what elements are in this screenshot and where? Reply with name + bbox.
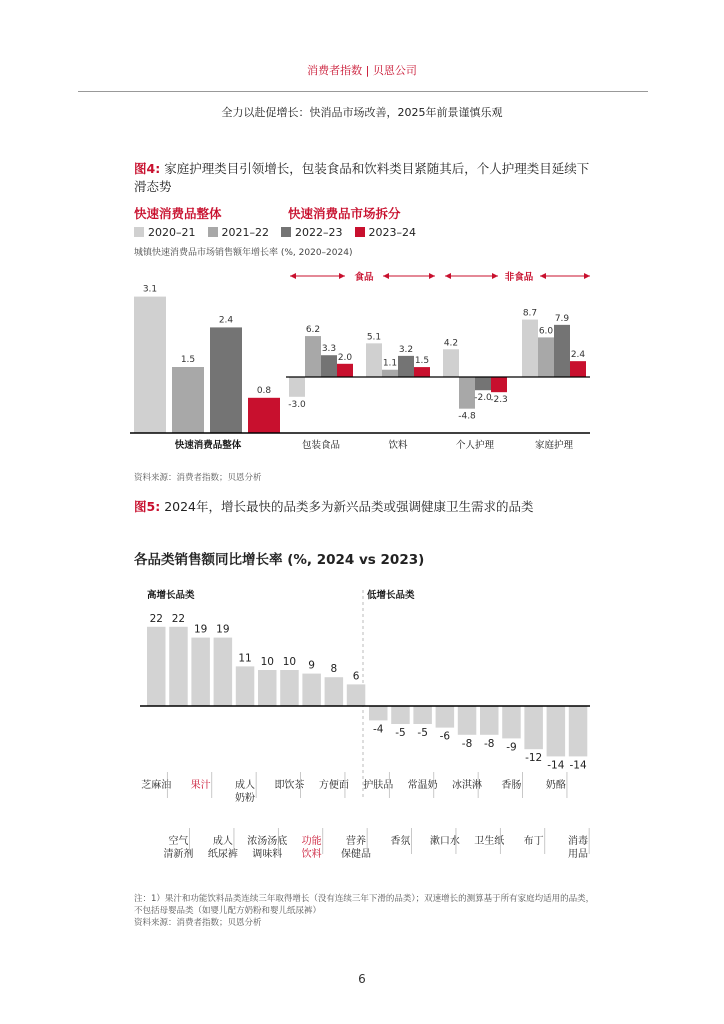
bar-category-9 <box>347 684 366 706</box>
food-arrow-left-head-right <box>339 273 345 279</box>
bar-split-0-2 <box>321 355 337 377</box>
bar-category-17 <box>524 706 543 749</box>
figure4-title <box>134 160 589 196</box>
value-category-7: 9 <box>308 659 315 672</box>
bar-split-3-0 <box>522 320 538 377</box>
category-label-2: 果汁 <box>190 780 211 791</box>
legend-item-2021: 2021–22 <box>208 226 270 239</box>
figure5-source: 资料来源：消费者指数；贝恩分析 <box>134 918 262 928</box>
figure5-note <box>134 893 594 929</box>
bar-split-2-3 <box>491 377 507 392</box>
bar-overall-0 <box>134 297 166 433</box>
value-category-16: -9 <box>506 741 517 754</box>
bar-split-0-3 <box>337 364 353 377</box>
bar-category-7 <box>302 674 321 706</box>
category-split-3: 家庭护理 <box>534 440 574 451</box>
category-split-0: 包装食品 <box>301 440 341 451</box>
bar-category-14 <box>458 706 477 735</box>
food-label: 食品 <box>354 272 374 283</box>
bar-category-19 <box>569 706 588 756</box>
note-line1: 注：1）果汁和功能饮料品类连续三年取得增长（没有连续三年下滑的品类）；双速增长的测算基于所有家庭均适用的品类， <box>134 894 595 904</box>
bar-category-3 <box>214 638 233 706</box>
category-label-4: 成人奶粉 <box>235 780 256 804</box>
nonfood-arrow-left-head-right <box>492 273 498 279</box>
bar-split-3-3 <box>570 361 586 377</box>
category-label-7: 功能饮料 <box>301 836 322 860</box>
category-label-8: 方便面 <box>318 780 349 791</box>
category-label-18: 奶酪 <box>545 780 566 791</box>
category-label-3: 成人纸尿裤 <box>207 836 238 860</box>
figure4-label: 图4: <box>134 161 161 176</box>
value-overall-1: 1.5 <box>180 355 196 365</box>
value-category-9: 6 <box>352 670 360 683</box>
value-category-5: 10 <box>260 656 274 668</box>
low-growth-label: 低增长品类 <box>367 590 415 601</box>
category-label-14: 冰淇淋 <box>452 780 483 791</box>
bar-category-0 <box>147 627 166 706</box>
value-split-2-2: -2.0 <box>474 393 492 404</box>
value-category-0: 22 <box>149 612 163 625</box>
bar-category-13 <box>436 706 455 728</box>
value-split-0-3: 2.0 <box>337 352 353 363</box>
bar-split-2-2 <box>475 377 491 390</box>
bar-category-4 <box>236 666 255 706</box>
figure5-label: 图5: <box>134 499 161 514</box>
figure4-title-line2: 滑态势 <box>134 179 172 194</box>
left-heading: 快速消费品整体 <box>134 206 222 221</box>
value-category-11: -5 <box>395 727 406 739</box>
nonfood-label: 非食品 <box>504 272 534 283</box>
bar-category-12 <box>413 706 432 724</box>
value-split-1-1: 1.1 <box>382 358 398 369</box>
bar-split-0-0 <box>289 377 305 397</box>
category-label-16: 香肠 <box>501 780 522 791</box>
food-arrow-right-head-right <box>429 273 435 279</box>
category-overall: 快速消费品整体 <box>174 440 242 451</box>
figure5-chart-title: 各品类销售额同比增长率 (%, 2024 vs 2023) <box>134 552 425 568</box>
food-arrow-right-head-left <box>383 273 389 279</box>
value-category-4: 11 <box>238 652 252 665</box>
value-category-13: -6 <box>439 730 451 743</box>
category-split-1: 饮料 <box>388 440 408 451</box>
category-label-0: 芝麻油 <box>141 780 172 791</box>
bar-split-0-1 <box>305 336 321 377</box>
category-split-2: 个人护理 <box>455 440 495 451</box>
value-split-3-0: 8.7 <box>522 308 538 319</box>
value-category-10: -4 <box>373 723 384 736</box>
report-subtitle: 全力以赴促增长：快消品市场改善，2025年前景谨慎乐观 <box>221 106 503 119</box>
bar-split-1-3 <box>414 367 430 377</box>
bar-split-1-0 <box>366 343 382 377</box>
value-split-1-2: 3.2 <box>398 344 414 355</box>
value-split-0-2: 3.3 <box>321 344 337 355</box>
category-label-15: 卫生纸 <box>474 836 505 847</box>
bar-category-8 <box>325 677 344 706</box>
value-split-1-0: 5.1 <box>366 332 382 343</box>
category-label-9: 营养保健品 <box>341 836 372 860</box>
nonfood-arrow-right-head-left <box>540 273 546 279</box>
figure4-source: 资料来源：消费者指数；贝恩分析 <box>134 473 262 483</box>
value-category-2: 19 <box>193 623 208 636</box>
report-header: 消费者指数 | 贝恩公司 <box>307 64 417 77</box>
value-split-0-1: 6.2 <box>305 325 321 336</box>
value-overall-3: 0.8 <box>256 385 272 396</box>
value-category-14: -8 <box>461 737 473 750</box>
figure5-title-text: 2024年，增长最快的品类多为新兴品类或强调健康卫生需求的品类 <box>164 499 534 514</box>
value-split-2-1: -4.8 <box>458 411 476 422</box>
value-split-0-0: -3.0 <box>288 399 306 410</box>
bar-category-18 <box>547 706 566 756</box>
bar-category-2 <box>191 638 210 706</box>
food-arrow-left-head-left <box>290 273 296 279</box>
bar-overall-3 <box>248 398 280 433</box>
category-label-1: 空气清新剂 <box>163 836 194 860</box>
value-overall-0: 3.1 <box>142 284 158 295</box>
bar-category-15 <box>480 706 499 735</box>
category-label-19: 消毒用品 <box>568 836 589 860</box>
figure4-legend <box>134 226 416 239</box>
value-split-3-1: 6.0 <box>538 326 554 337</box>
category-label-6: 即饮茶 <box>274 780 305 791</box>
value-category-19: -14 <box>569 759 587 772</box>
figure4-title-line1: 家庭护理类目引领增长，包装食品和饮料类目紧随其后，个人护理类目延续下 <box>164 161 590 176</box>
category-label-12: 常温奶 <box>407 780 438 791</box>
right-heading: 快速消费品市场拆分 <box>288 206 401 221</box>
bar-category-1 <box>169 627 188 706</box>
value-split-2-3: -2.3 <box>490 395 508 406</box>
nonfood-arrow-right-head-right <box>584 273 590 279</box>
value-category-12: -5 <box>417 727 428 739</box>
value-split-3-2: 7.9 <box>554 313 570 324</box>
header-divider <box>78 91 648 92</box>
bar-category-16 <box>502 706 521 738</box>
value-split-1-3: 1.5 <box>414 356 430 367</box>
bar-split-3-2 <box>554 325 570 377</box>
value-category-6: 10 <box>282 656 297 668</box>
bar-category-10 <box>369 706 388 720</box>
value-category-3: 19 <box>216 623 230 636</box>
legend-item-2022: 2022–23 <box>281 226 343 239</box>
axis-note: 城镇快速消费品市场销售额年增长率 (%, 2020–2024) <box>134 248 353 258</box>
bar-split-3-1 <box>538 337 554 377</box>
bar-category-5 <box>258 670 277 706</box>
category-label-10: 护肤品 <box>363 780 394 791</box>
value-split-3-3: 2.4 <box>570 350 586 361</box>
figure5-title <box>134 498 534 516</box>
value-category-15: -8 <box>484 737 495 750</box>
bar-category-6 <box>280 670 299 706</box>
category-label-17: 布丁 <box>523 836 544 847</box>
nonfood-arrow-left-head-left <box>445 273 451 279</box>
value-overall-2: 2.4 <box>218 315 234 326</box>
category-label-5: 浓汤汤底调味料 <box>247 836 288 860</box>
bar-split-2-0 <box>443 349 459 377</box>
value-category-8: 8 <box>330 663 338 676</box>
bar-overall-2 <box>210 327 242 433</box>
legend-item-2023: 2023–24 <box>355 226 417 239</box>
figure4-chart <box>120 260 600 460</box>
bar-split-1-2 <box>398 356 414 377</box>
category-label-13: 漱口水 <box>429 836 460 847</box>
bar-split-2-1 <box>459 377 475 409</box>
bar-category-11 <box>391 706 410 724</box>
value-category-17: -12 <box>525 752 543 765</box>
note-line2: 不包括母婴品类（如婴儿配方奶粉和婴儿纸尿裤） <box>134 906 322 916</box>
bar-split-1-1 <box>382 370 398 377</box>
value-category-18: -14 <box>547 759 565 772</box>
value-category-1: 22 <box>171 612 186 625</box>
category-label-11: 香氛 <box>390 836 411 847</box>
figure5-chart <box>120 578 600 878</box>
bar-overall-1 <box>172 367 204 433</box>
page-number: 6 <box>358 972 366 986</box>
high-growth-label: 高增长品类 <box>147 590 195 601</box>
legend-item-2020: 2020–21 <box>134 226 196 239</box>
value-split-2-0: 4.2 <box>443 338 459 349</box>
